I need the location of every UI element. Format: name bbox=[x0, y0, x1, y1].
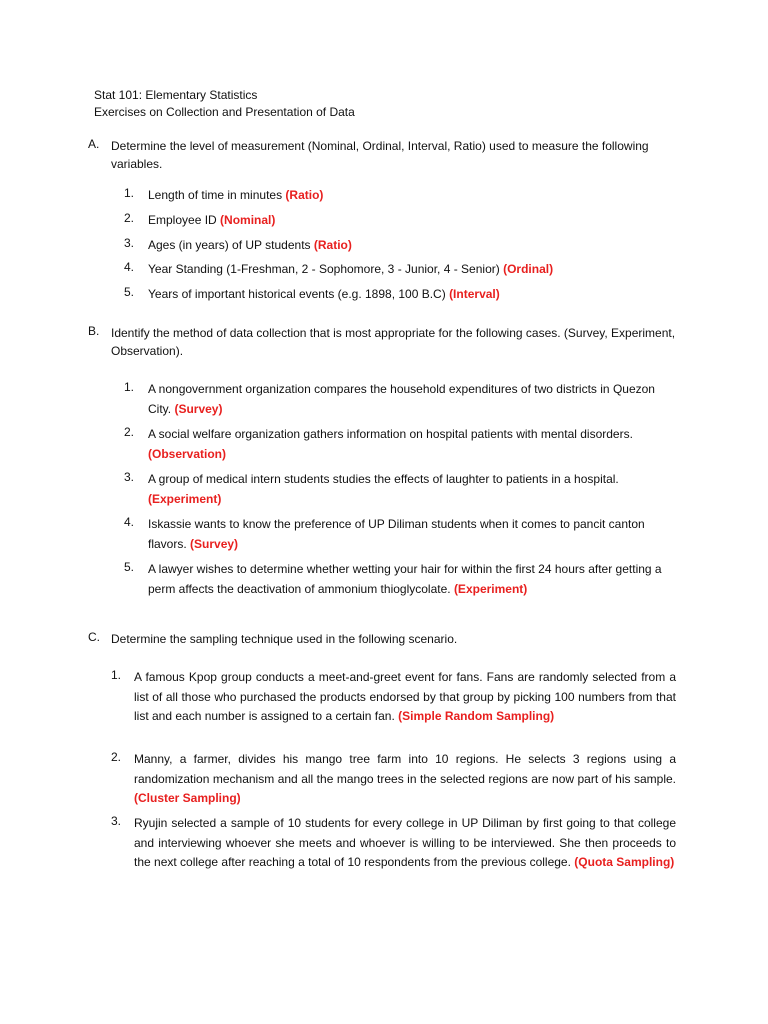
item-text: A famous Kpop group conducts a meet-and-greet event for fans. Fans are randomly selected from a list of all those who purchased the products endorsed by that group by picking 100 numbers from that list and each number is assigned to a certain fan. (Simple Random Sampling) bbox=[134, 670, 676, 723]
item-text: Ryujin selected a sample of 10 students for every college in UP Diliman by first going to that college and interviewing whoever she meets and whoever is willing to be interviewed. She then proceeds to the next college after reaching a total of 10 respondents from the previous college. (Quota Sampling) bbox=[134, 816, 676, 869]
answer-label: (Observation) bbox=[148, 446, 227, 461]
item-number: 4. bbox=[124, 515, 135, 529]
answer-label: (Experiment) bbox=[453, 581, 528, 596]
section-c-prompt: Determine the sampling technique used in the following scenario. bbox=[111, 632, 458, 646]
item-number: 3. bbox=[124, 470, 135, 484]
section-c-letter: C. bbox=[88, 630, 100, 644]
item-text: Length of time in minutes (Ratio) bbox=[148, 188, 324, 202]
item-number: 5. bbox=[124, 560, 135, 574]
document-header bbox=[94, 87, 355, 121]
item-text: A nongovernment organization compares the household expenditures of two districts in Quezon City. (Survey) bbox=[148, 382, 655, 416]
answer-label: (Quota Sampling) bbox=[574, 855, 675, 869]
item-number: 1. bbox=[111, 668, 122, 682]
item-text: Ages (in years) of UP students (Ratio) bbox=[148, 238, 352, 252]
answer-label: (Survey) bbox=[190, 536, 239, 551]
item-text: Employee ID (Nominal) bbox=[148, 213, 276, 227]
item-number: 1. bbox=[124, 186, 135, 200]
answer-label: (Experiment) bbox=[148, 491, 222, 506]
item-number: 3. bbox=[111, 814, 122, 828]
item-text: Manny, a farmer, divides his mango tree farm into 10 regions. He selects 3 regions using a randomization mechanism and all the mango trees in the selected regions are now part of his sample. (Cluster Sampling) bbox=[134, 752, 676, 805]
section-b-prompt: Identify the method of data collection that is most appropriate for the following cases. (Survey, Experiment, Observation). bbox=[111, 326, 676, 358]
document-subtitle: Exercises on Collection and Presentation of Data bbox=[94, 105, 355, 119]
document-title: Stat 101: Elementary Statistics bbox=[94, 88, 258, 102]
item-text: Year Standing (1-Freshman, 2 - Sophomore, 3 - Junior, 4 - Senior) (Ordinal) bbox=[148, 262, 554, 276]
answer-label: (Simple Random Sampling) bbox=[398, 709, 555, 723]
item-number: 5. bbox=[124, 285, 135, 299]
item-number: 2. bbox=[124, 211, 135, 225]
section-b-letter: B. bbox=[88, 324, 100, 338]
section-a-prompt: Determine the level of measurement (Nominal, Ordinal, Interval, Ratio) used to measure the following variables. bbox=[111, 139, 649, 171]
item-text: Years of important historical events (e.g. 1898, 100 B.C) (Interval) bbox=[148, 287, 500, 301]
item-number: 1. bbox=[124, 380, 135, 394]
item-text: A social welfare organization gathers information on hospital patients with mental disorders. (Observation) bbox=[148, 427, 633, 461]
answer-label: (Ordinal) bbox=[503, 262, 554, 276]
item-number: 2. bbox=[111, 750, 122, 764]
answer-label: (Ratio) bbox=[313, 238, 352, 252]
answer-label: (Survey) bbox=[174, 401, 223, 416]
item-text: A lawyer wishes to determine whether wetting your hair for within the first 24 hours after getting a perm affects the deactivation of ammonium thioglycolate. (Experiment) bbox=[148, 562, 662, 596]
item-number: 2. bbox=[124, 425, 135, 439]
section-a-letter: A. bbox=[88, 137, 100, 151]
item-text: Iskassie wants to know the preference of UP Diliman students when it comes to pancit canton flavors. (Survey) bbox=[148, 517, 645, 551]
answer-label: (Cluster Sampling) bbox=[134, 791, 241, 805]
item-text: A group of medical intern students studies the effects of laughter to patients in a hospital. (Experiment) bbox=[148, 472, 619, 506]
answer-label: (Ratio) bbox=[285, 188, 324, 202]
answer-label: (Nominal) bbox=[220, 213, 276, 227]
answer-label: (Interval) bbox=[449, 287, 500, 301]
item-number: 4. bbox=[124, 260, 135, 274]
item-number: 3. bbox=[124, 236, 135, 250]
